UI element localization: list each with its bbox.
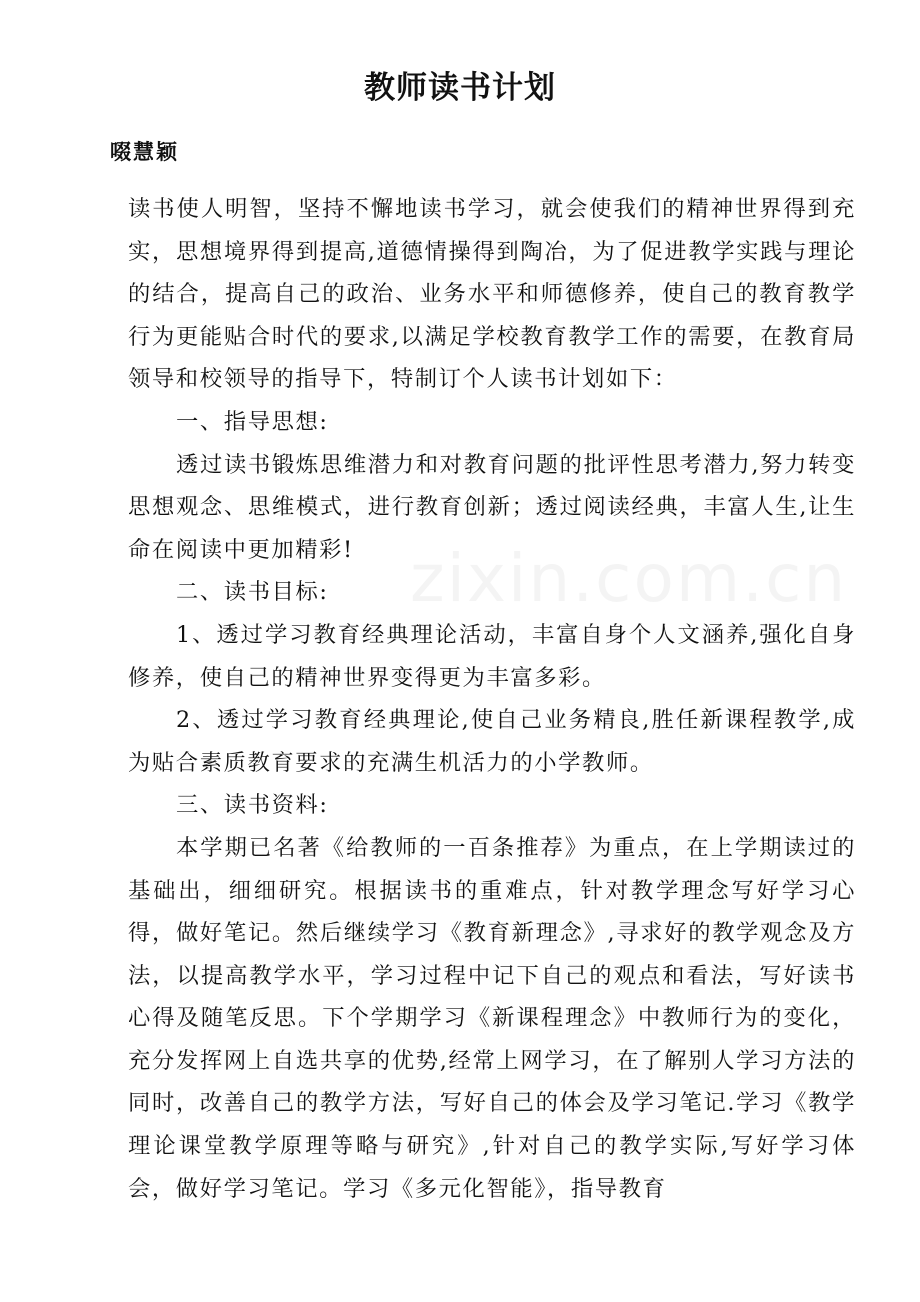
section-heading-reading-goals: 二、读书目标: [176,579,329,606]
reading-goal-item-1: 1、透过学习教育经典理论活动，丰富自身个人文涵养,强化自身修养，使自己的精神世界变得更为丰富多彩。 [128,621,856,691]
watermark: zixin.com.cn [410,540,848,617]
section-heading-guiding-thought: 一、指导思想: [176,408,329,435]
section-heading-reading-materials: 三、读书资料: [176,792,329,819]
reading-goal-item-2: 2、透过学习教育经典理论,使自己业务精良,胜任新课程教学,成为贴合素质教育要求的充满生机活力的小学教师。 [128,707,856,776]
author-name: 啜慧颖 [110,139,179,164]
document-body [128,188,856,1210]
guiding-thought-paragraph: 透过读书锻炼思维潜力和对教育问题的批评性思考潜力,努力转变思想观念、思维模式，进行教育创新；透过阅读经典，丰富人生,让生命在阅读中更加精彩! [128,451,856,563]
intro-paragraph: 读书使人明智，坚持不懈地读书学习，就会使我们的精神世界得到充实，思想境界得到提高,道德情操得到陶冶，为了促进教学实践与理论的结合，提高自己的政治、业务水平和师德修养，使自己的教育教学行为更能贴合时代的要求,以满足学校教育教学工作的需要，在教育局领导和校领导的指导下，特制订个人读书计划如下： [128,196,856,393]
document-title: 教师读书计划 [364,70,556,106]
reading-materials-paragraph: 本学期已名著《给教师的一百条推荐》为重点，在上学期读过的基础出，细细研究。根据读书的重难点，针对教学理念写好学习心得，做好笔记。然后继续学习《教育新理念》,寻求好的教学观念及方法，以提高教学水平，学习过程中记下自己的观点和看法，写好读书心得及随笔反思。下个学期学习《新课程理念》中教师行为的变化，充分发挥网上自选共享的优势,经常上网学习，在了解别人学习方法的同时，改善自己的教学方法，写好自己的体会及学习笔记.学习《教学理论课堂教学原理等略与研究》,针对自己的教学实际,写好学习体会，做好学习笔记。学习《多元化智能》，指导教育 [128,834,856,1202]
